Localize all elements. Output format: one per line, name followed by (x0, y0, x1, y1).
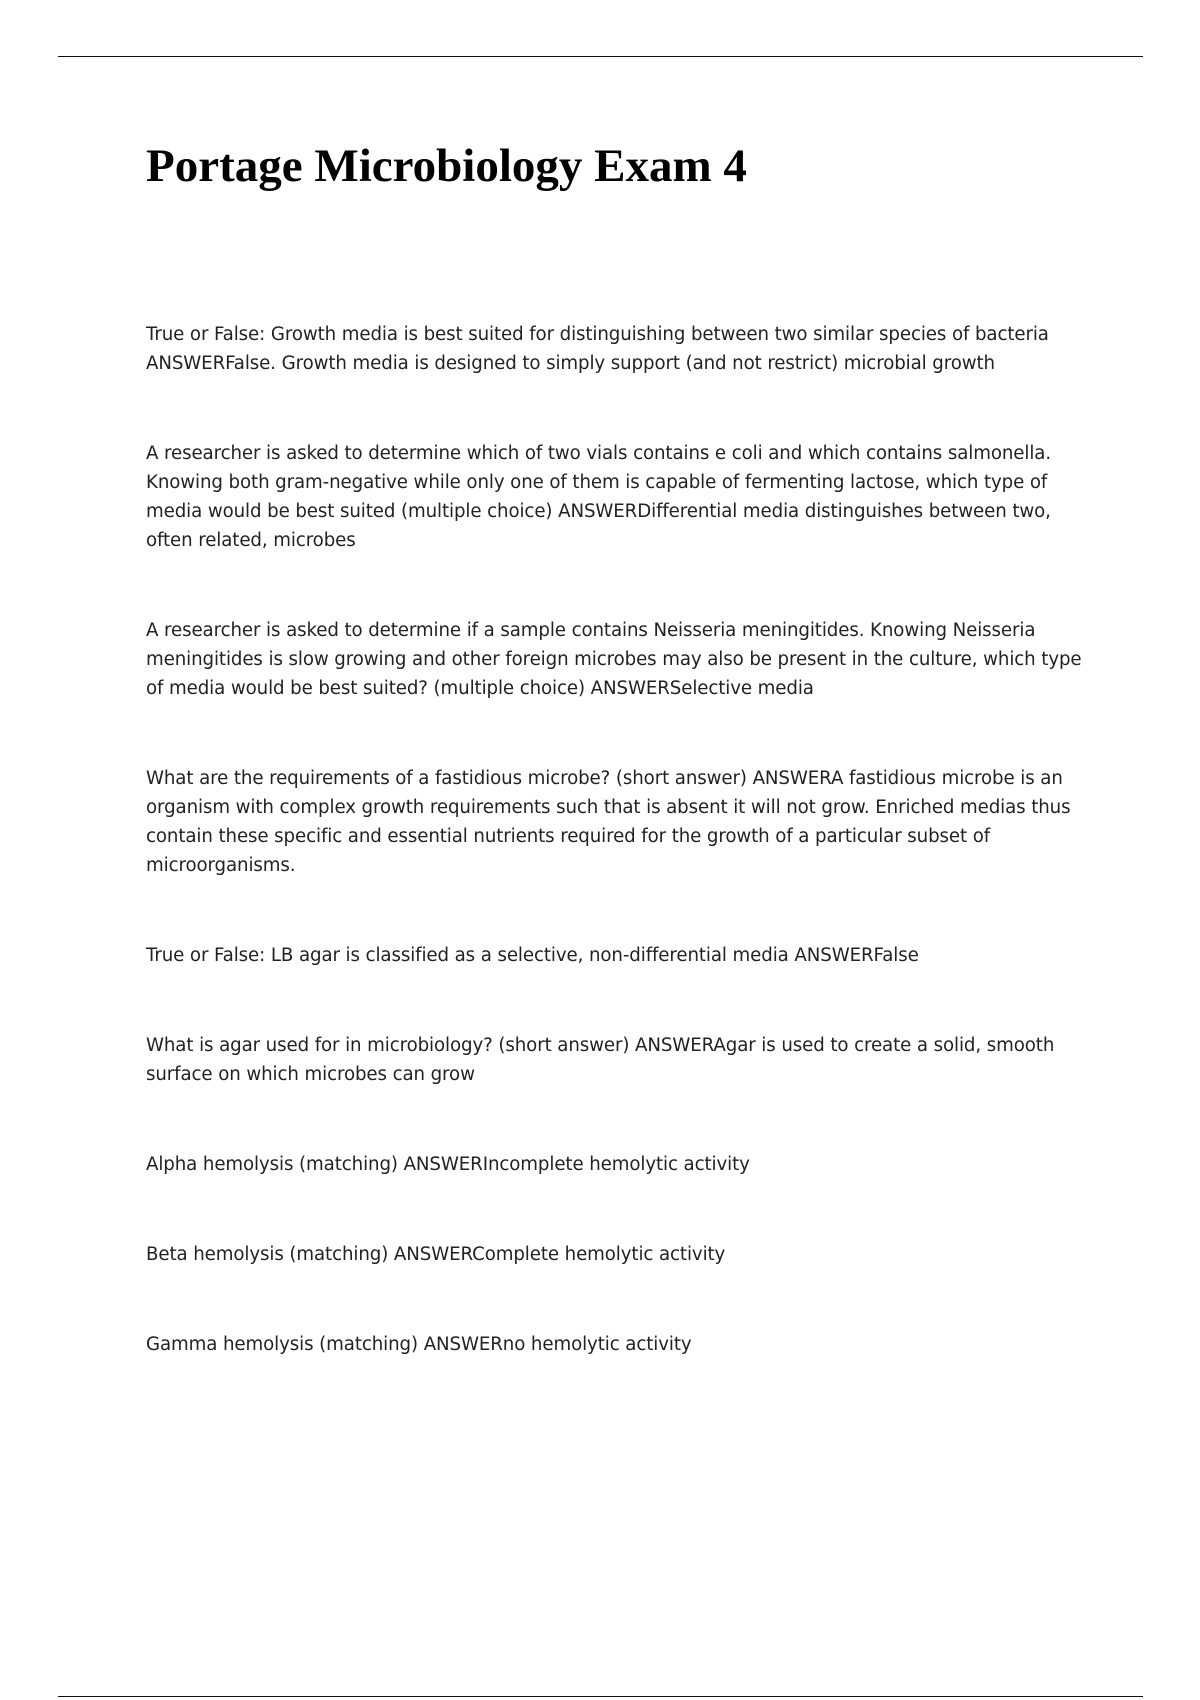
page-title: Portage Microbiology Exam 4 (146, 140, 747, 192)
answer-text: Differential media distinguishes between two, often related, microbes (146, 501, 1051, 551)
qa-item (146, 439, 1086, 555)
qa-item (146, 1330, 1086, 1359)
top-rule (58, 56, 1143, 57)
answer-text: False (873, 945, 919, 966)
qa-item (146, 1240, 1086, 1269)
answer-text: no hemolytic activity (502, 1334, 692, 1355)
answer-keyword: ANSWER (590, 678, 670, 699)
answer-keyword: ANSWER (635, 1035, 714, 1056)
answer-keyword: ANSWER (752, 768, 831, 789)
answer-keyword: ANSWER (403, 1154, 483, 1175)
qa-item (146, 1150, 1086, 1179)
qa-item (146, 764, 1086, 880)
question-text: True or False: LB agar is classified as a selective, non-differential media (146, 945, 795, 966)
qa-item (146, 941, 1086, 970)
answer-keyword: ANSWER (423, 1334, 503, 1355)
question-text: What is agar used for in microbiology? (short answer) (146, 1035, 636, 1056)
question-text: Alpha hemolysis (matching) (146, 1154, 404, 1175)
answer-keyword: ANSWER (393, 1244, 473, 1265)
question-text: True or False: Growth media is best suited for distinguishing between two similar species of bacteria (146, 324, 1049, 345)
answer-keyword: ANSWER (146, 353, 226, 374)
answer-text: A fastidious microbe is an organism with complex growth requirements such that is absent it will not grow. Enriched medias thus contain these specific and essential nutrients required for the growth of a particular subset of microorganisms. (146, 768, 1071, 876)
answer-text: Complete hemolytic activity (472, 1244, 726, 1265)
answer-keyword: ANSWER (558, 501, 638, 522)
question-text: Beta hemolysis (matching) (146, 1244, 394, 1265)
qa-item (146, 1031, 1086, 1089)
qa-list (146, 320, 1086, 1420)
qa-item (146, 616, 1086, 703)
question-text: A researcher is asked to determine which of two vials contains e coli and which contains salmonella. Knowing both gram-negative while only one of them is capable of fermenting lactose, which type of media would be best suited (multiple choice) (146, 443, 1052, 522)
question-text: What are the requirements of a fastidious microbe? (short answer) (146, 768, 753, 789)
answer-text: False. Growth media is designed to simply support (and not restrict) microbial growth (225, 353, 995, 374)
question-text: A researcher is asked to determine if a sample contains Neisseria meningitides. Knowing Neisseria meningitides is slow growing and other foreign microbes may also be present in the culture, which type of media would be best suited? (multiple choice) (146, 620, 1082, 699)
qa-item (146, 320, 1086, 378)
answer-text: Incomplete hemolytic activity (482, 1154, 750, 1175)
bottom-rule (58, 1696, 1143, 1697)
answer-text: Selective media (669, 678, 814, 699)
answer-keyword: ANSWER (794, 945, 874, 966)
question-text: Gamma hemolysis (matching) (146, 1334, 424, 1355)
answer-text: Agar is used to create a solid, smooth surface on which microbes can grow (146, 1035, 1055, 1085)
